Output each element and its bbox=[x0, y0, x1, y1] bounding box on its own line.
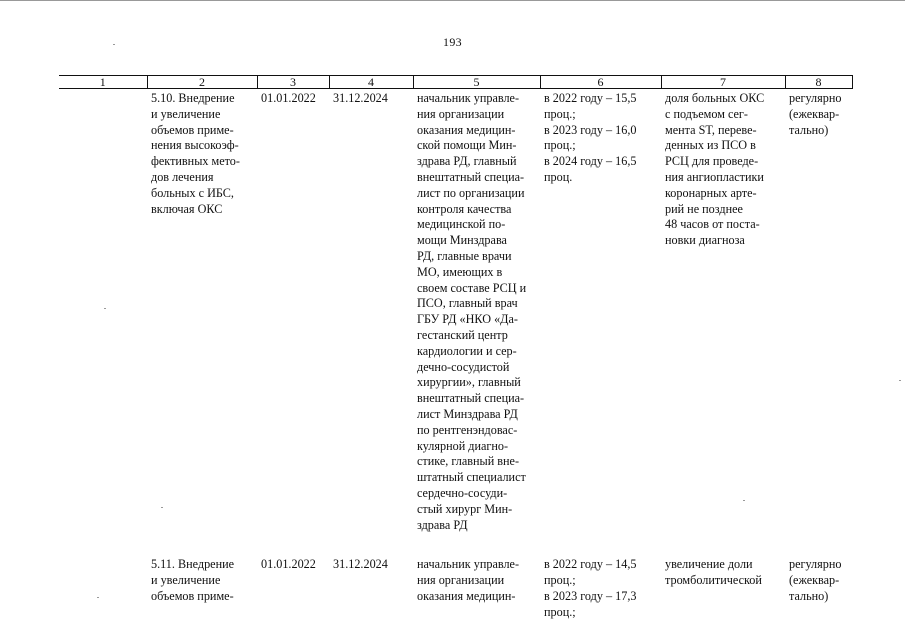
indicator-description: доля больных ОКС с подъемом сег- мента ST, переве- денных из ПСО в РСЦ для проведе- ния ангиопластики коронарных арте- рий не позднее 48 часов от поста- новки диагноза bbox=[665, 91, 765, 248]
row-spacer bbox=[59, 533, 852, 555]
responsible-persons: начальник управле- ния организации оказания медицин- bbox=[417, 557, 520, 603]
target-values-cell bbox=[540, 89, 661, 534]
row-number-cell bbox=[59, 555, 147, 620]
measure-cell bbox=[147, 555, 257, 620]
responsible-persons: начальник управле- ния организации оказания медицин- ской помощи Мин- здрава РД, главный внештатный специа- лист по организации контроля качества медицинской по- мощи Минздрава РД, главные врачи МО, имеющих в своем составе РСЦ и ПСО, главный врач ГБУ РД «НКО «Да- гестанский центр кардиологии и сер- дечно-сосудистой хирургии», главный внештатный специа- лист Минздрава РД по рентгенэндовас- кулярной диагно- стике, главный вне- штатный специалист сердечно-сосуди- стый хирург Мин- здрава РД bbox=[417, 91, 527, 532]
end-date-cell bbox=[329, 89, 413, 534]
end-date: 31.12.2024 bbox=[333, 91, 388, 105]
start-date: 01.01.2022 bbox=[261, 557, 316, 572]
table-row bbox=[59, 555, 852, 620]
start-date: 01.01.2022 bbox=[261, 91, 316, 105]
page-number: 193 bbox=[443, 35, 462, 49]
indicator-cell bbox=[661, 89, 785, 534]
end-date: 31.12.2024 bbox=[333, 557, 388, 572]
target-values: в 2022 году – 14,5 проц.; в 2023 году – 17,3 проц.; bbox=[544, 557, 637, 619]
column-header-5: 5 bbox=[413, 76, 540, 89]
frequency-cell bbox=[785, 89, 852, 534]
responsible-cell bbox=[413, 555, 540, 620]
measure-cell bbox=[147, 89, 257, 534]
column-header-8: 8 bbox=[785, 76, 852, 89]
plan-table bbox=[59, 75, 853, 621]
column-header-4: 4 bbox=[329, 76, 413, 89]
indicator-cell bbox=[661, 555, 785, 620]
target-values-cell bbox=[540, 555, 661, 620]
scan-speck bbox=[113, 44, 115, 45]
column-header-7: 7 bbox=[661, 76, 785, 89]
column-header-2: 2 bbox=[147, 76, 257, 89]
start-date-cell bbox=[257, 89, 329, 534]
reporting-frequency: регулярно (ежеквар- тально) bbox=[789, 91, 842, 137]
column-header-3: 3 bbox=[257, 76, 329, 89]
column-header-1: 1 bbox=[59, 76, 147, 89]
header-row bbox=[59, 76, 852, 89]
indicator-description: увеличение доли тромболитической bbox=[665, 557, 762, 588]
scan-speck bbox=[104, 308, 106, 309]
scan-speck bbox=[161, 507, 163, 508]
row-number-cell bbox=[59, 89, 147, 534]
table-row bbox=[59, 89, 852, 534]
measure-name: 5.11. Внедрение и увеличение объемов приме- bbox=[151, 557, 235, 603]
measure-name: 5.10. Внедрение и увеличение объемов приме- нения высокоэф- фективных мето- дов лечения больных с ИБС, включая ОКС bbox=[151, 91, 240, 216]
scan-speck bbox=[743, 500, 745, 501]
scan-speck bbox=[899, 380, 901, 381]
target-values: в 2022 году – 15,5 проц.; в 2023 году – 16,0 проц.; в 2024 году – 16,5 проц. bbox=[544, 91, 637, 184]
reporting-frequency: регулярно (ежеквар- тально) bbox=[789, 557, 842, 603]
frequency-cell bbox=[785, 555, 852, 620]
start-date-cell bbox=[257, 555, 329, 620]
responsible-cell bbox=[413, 89, 540, 534]
scan-speck bbox=[97, 597, 99, 598]
column-header-6: 6 bbox=[540, 76, 661, 89]
end-date-cell bbox=[329, 555, 413, 620]
page-top-edge bbox=[0, 0, 905, 5]
